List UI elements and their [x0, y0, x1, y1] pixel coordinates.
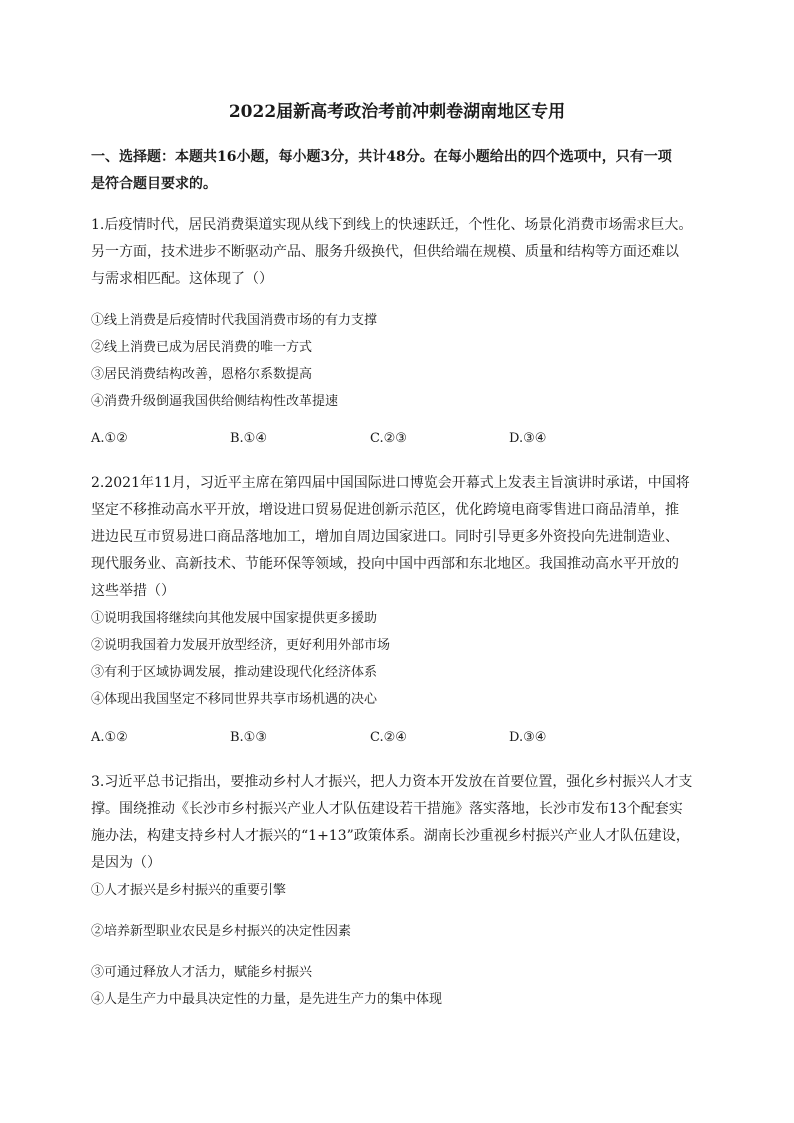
- q3-statement-3: ③可通过释放人才活力，赋能乡村振兴: [91, 965, 313, 980]
- q3-stem-line-1: 3.习近平总书记指出，要推动乡村人才振兴，把人力资本开发放在首要位置，强化乡村振兴人才支: [91, 774, 693, 790]
- q1-choice-b: B.①④: [230, 431, 267, 446]
- q3-stem-line-4: 是因为（）: [91, 855, 161, 871]
- q1-stem-line-3: 与需求相匹配。这体现了（）: [91, 271, 273, 287]
- q1-choice-d: D.③④: [509, 431, 547, 446]
- q1-statement-4: ④消费升级倒逼我国供给侧结构性改革提速: [91, 394, 339, 409]
- q2-statement-1: ①说明我国将继续向其他发展中国家提供更多援助: [91, 611, 378, 626]
- section-header-line-2: 是符合题目要求的。: [91, 176, 217, 192]
- q2-stem-line-3: 进边民互市贸易进口商品落地加工，增加自周边国家进口。同时引导更多外资投向先进制造业、: [91, 529, 679, 545]
- q2-stem-line-5: 这些举措（）: [91, 583, 175, 599]
- q1-choice-c: C.②③: [370, 431, 407, 446]
- q2-choice-a: A.①②: [91, 730, 128, 745]
- q3-statement-2: ②培养新型职业农民是乡村振兴的决定性因素: [91, 924, 352, 939]
- q2-statement-3: ③有利于区域协调发展，推动建设现代化经济体系: [91, 665, 378, 680]
- q2-choice-c: C.②④: [370, 730, 407, 745]
- q2-statement-4: ④体现出我国坚定不移同世界共享市场机遇的决心: [91, 692, 378, 707]
- q2-choice-d: D.③④: [509, 730, 547, 745]
- q1-choice-a: A.①②: [91, 431, 128, 446]
- q2-stem-line-2: 坚定不移推动高水平开放，增设进口贸易促进创新示范区，优化跨境电商零售进口商品清单，推: [91, 502, 679, 518]
- page-title: 2022届新高考政治考前冲刺卷湖南地区专用: [228, 102, 566, 122]
- q3-stem-line-3: 施办法，构建支持乡村人才振兴的“1+13”政策体系。湖南长沙重视乡村振兴产业人才队伍建设，: [91, 828, 690, 844]
- section-header-line-1: 一、选择题：本题共16小题，每小题3分，共计48分。在每小题给出的四个选项中，只有一项: [91, 149, 672, 165]
- q1-statement-1: ①线上消费是后疫情时代我国消费市场的有力支撑: [91, 313, 378, 328]
- q1-statement-3: ③居民消费结构改善，恩格尔系数提高: [91, 367, 313, 382]
- q2-stem-line-1: 2.2021年11月，习近平主席在第四届中国国际进口博览会开幕式上发表主旨演讲时承诺，中国将: [91, 475, 690, 491]
- q1-stem-line-2: 另一方面，技术进步不断驱动产品、服务升级换代，但供给端在规模、质量和结构等方面还难以: [91, 244, 679, 260]
- q1-stem-line-1: 1.后疫情时代，居民消费渠道实现从线下到线上的快速跃迁，个性化、场景化消费市场需求巨大。: [91, 217, 693, 233]
- q2-statement-2: ②说明我国着力发展开放型经济，更好利用外部市场: [91, 638, 391, 653]
- q1-statement-2: ②线上消费已成为居民消费的唯一方式: [91, 340, 313, 355]
- q2-choice-b: B.①③: [230, 730, 267, 745]
- q3-statement-4: ④人是生产力中最具决定性的力量，是先进生产力的集中体现: [91, 992, 443, 1007]
- q3-statement-1: ①人才振兴是乡村振兴的重要引擎: [91, 883, 287, 898]
- q2-stem-line-4: 现代服务业、高新技术、节能环保等领域，投向中国中西部和东北地区。我国推动高水平开放的: [91, 556, 679, 572]
- q3-stem-line-2: 撑。围绕推动《长沙市乡村振兴产业人才队伍建设若干措施》落实落地，长沙市发布13个配套实: [91, 801, 683, 817]
